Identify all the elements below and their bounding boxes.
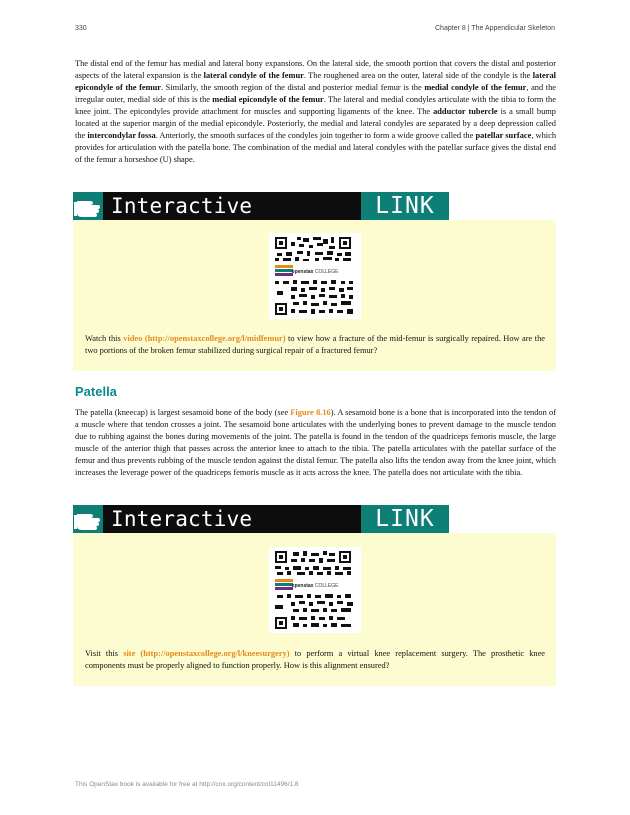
- key-term: adductor tubercle: [433, 107, 498, 116]
- pointing-hand-icon: [73, 192, 103, 220]
- femur-distal-paragraph: [75, 58, 556, 166]
- qr-code[interactable]: [269, 547, 361, 633]
- page-header: [75, 25, 555, 37]
- key-term: intercondylar fossa: [87, 131, 156, 140]
- figure-reference-link[interactable]: Figure 8.16: [290, 408, 331, 417]
- paragraph-text: is a small bump located at the superior margin of the medial epicondyle. Posteriorly, the medial and lateral condyles are separated by a deep depression called the: [75, 107, 556, 140]
- interactive-link-text: Watch this video (http://openstaxcollege.org/l/midfemur) to view how a fracture of the mid-femur is surgically repaired. How are the two portions of the broken femur stabilized during surgical repair of a fractured femur?: [85, 334, 545, 355]
- video-link[interactable]: video (http://openstaxcollege.org/l/midfemur): [123, 334, 286, 343]
- interactive-word: Interactive: [103, 192, 361, 220]
- pointing-hand-icon: [73, 505, 103, 533]
- interactive-word: Interactive: [103, 505, 361, 533]
- qr-code[interactable]: [269, 233, 361, 319]
- page-footer: This OpenStax book is available for free at http://cnx.org/content/col11496/1.8: [75, 781, 299, 788]
- chapter-title: Chapter 8 | The Appendicular Skeleton: [435, 25, 555, 32]
- key-term: lateral condyle of the femur: [203, 71, 304, 80]
- interactive-link-callout: [73, 533, 556, 686]
- interactive-link-text: Visit this site (http://openstaxcollege.org/l/kneesurgery) to perform a virtual knee replacement surgery. The prosthetic knee components must be properly aligned to function properly. How is this alignment ensured?: [85, 649, 545, 670]
- paragraph-text: , and the irregular outer, medial side of this is the: [75, 83, 556, 104]
- interactive-link-banner: [73, 192, 435, 220]
- link-word: LINK: [361, 505, 449, 533]
- paragraph-text: . The roughened area on the outer, lateral side of the condyle is the: [303, 71, 533, 80]
- key-term: patellar surface: [475, 131, 532, 140]
- interactive-link-callout: [73, 220, 556, 371]
- paragraph-text: , which provides for articulation with the patella bone. The combination of the medial and lateral condyles with the patellar surface gives the distal end of the femur a horseshoe (U) shape.: [75, 131, 557, 164]
- key-term: medial condyle of the femur: [424, 83, 527, 92]
- paragraph-text: . The lateral and medial condyles articulate with the tibia to form the knee joint. The epicondyles provide attachment for muscles and supporting ligaments of the knee. The: [75, 95, 556, 116]
- patella-paragraph: The patella (kneecap) is largest sesamoid bone of the body (see Figure 8.16). A sesamoid bone is a bone that is incorporated into the tendon of a muscle where that tendon crosses a joint. The sesamoid bone articulates with the underlying bones to prevent damage to the muscle tendon due to rubbing against the bones during movements of the joint. The patella is found in the tendon of the quadriceps femoris muscle, the large muscle of the anterior thigh that passes across the anterior knee to attach to the tibia. The patella articulates with the patellar surface of the femur and thus prevents rubbing of the muscle tendon against the distal femur. The patella also lifts the tendon away from the knee joint, which increases the leverage power of the quadriceps femoris muscle as it acts across the knee. The patella does not articulate with the tibia.: [75, 408, 556, 477]
- interactive-link-banner: [73, 505, 435, 533]
- openstax-brand: openstax COLLEGE: [291, 269, 339, 275]
- key-term: lateral epicondyle of the femur: [75, 71, 556, 92]
- paragraph-text: The distal end of the femur has medial and lateral bony expansions. On the lateral side, the smooth portion that covers the distal and posterior aspects of the lateral expansion is the: [75, 59, 556, 80]
- openstax-brand: openstax COLLEGE: [291, 583, 339, 589]
- paragraph-text: . Similarly, the smooth region of the distal and posterior medial femur is the: [160, 83, 425, 92]
- paragraph-text: . Anteriorly, the smooth surfaces of the condyles join together to form a wide groove called the: [155, 131, 476, 140]
- key-term: medial epicondyle of the femur: [212, 95, 324, 104]
- page-number: 330: [75, 25, 87, 32]
- site-link[interactable]: site (http://openstaxcollege.org/l/kneesurgery): [123, 649, 290, 658]
- link-word: LINK: [361, 192, 449, 220]
- section-title-patella: Patella: [75, 384, 117, 399]
